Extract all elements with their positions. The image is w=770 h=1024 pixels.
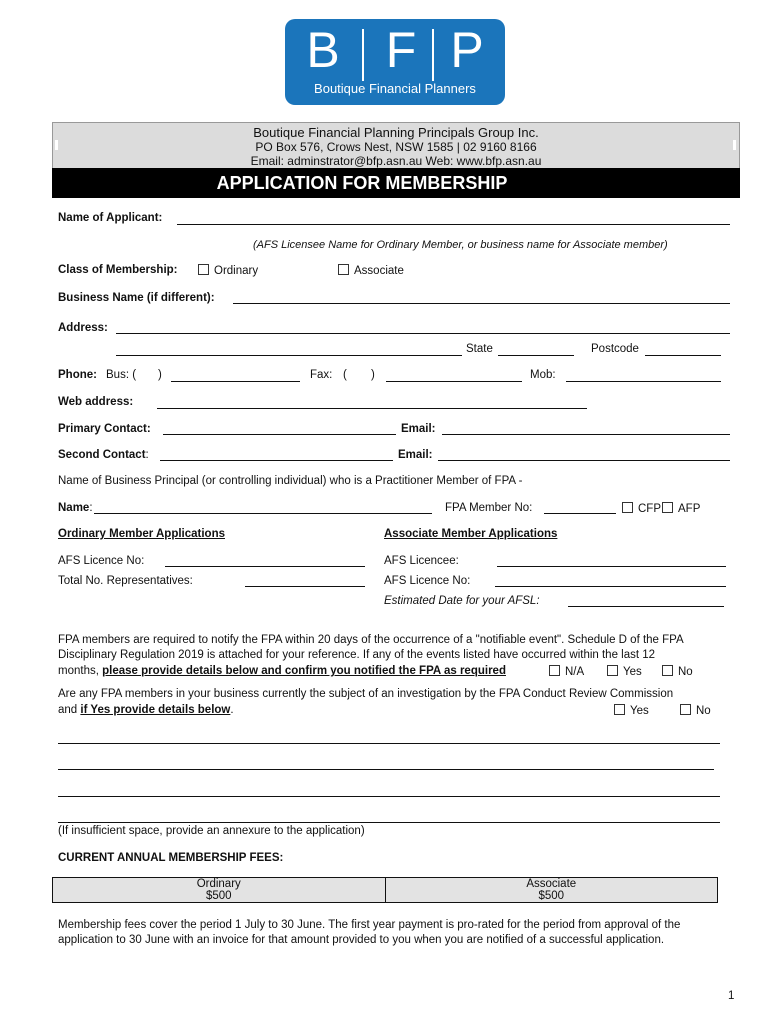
- mob-label: Mob:: [530, 369, 556, 381]
- checkbox[interactable]: [607, 665, 618, 676]
- address-field-2[interactable]: [116, 355, 462, 356]
- applicant-name-field[interactable]: [177, 224, 730, 225]
- details-line-4[interactable]: [58, 822, 720, 823]
- principal-note: Name of Business Principal (or controlling individual) who is a Practitioner Member of FPA -: [58, 475, 523, 487]
- notice-line-2: Disciplinary Regulation 2019 is attached for your reference. If any of the events listed have occurred within the last 12: [58, 649, 656, 661]
- logo-letter-b: B: [306, 22, 340, 78]
- applicant-name-label: Name of Applicant:: [58, 212, 163, 224]
- fees-heading: CURRENT ANNUAL MEMBERSHIP FEES:: [58, 852, 284, 864]
- yes-label: Yes: [630, 705, 649, 717]
- address-field-1[interactable]: [116, 333, 730, 334]
- second-email-label: Email:: [398, 449, 433, 461]
- ordinary-afs-licence-label: AFS Licence No:: [58, 555, 145, 567]
- investigation-line-2-emphasis: if Yes provide details below: [80, 704, 231, 716]
- logo-divider: [432, 29, 434, 81]
- notice-line-1: FPA members are required to notify the FPA within 20 days of the occurrence of a "notifiable event". Schedule D of the FPA: [58, 634, 684, 646]
- primary-contact-label: Primary Contact:: [58, 423, 151, 435]
- org-address: PO Box 576, Crows Nest, NSW 1585 | 02 9160 8166: [255, 140, 537, 154]
- afs-note: (AFS Licensee Name for Ordinary Member, or business name for Associate member): [253, 239, 668, 251]
- class-associate-label: Associate: [354, 265, 404, 277]
- ordinary-afs-licence-field[interactable]: [165, 566, 365, 567]
- cfp-option[interactable]: [622, 502, 661, 515]
- details-line-3[interactable]: [58, 796, 720, 797]
- bus-label: Bus: (: [106, 369, 137, 381]
- checkbox[interactable]: [662, 502, 673, 513]
- fees-table: [52, 877, 718, 903]
- logo-divider: [362, 29, 364, 81]
- fee-cell-associate: [385, 878, 718, 903]
- fax-label: Fax:: [310, 369, 333, 381]
- web-label: Web address:: [58, 396, 134, 408]
- colon: :: [145, 449, 149, 461]
- total-reps-label: Total No. Representatives:: [58, 575, 193, 587]
- second-email-field[interactable]: [438, 460, 730, 461]
- class-ordinary-label: Ordinary: [214, 265, 259, 277]
- checkbox[interactable]: [614, 704, 625, 715]
- business-name-field[interactable]: [233, 303, 730, 304]
- notice-line-3-start: months,: [58, 665, 103, 677]
- associate-afs-licence-label: AFS Licence No:: [384, 575, 471, 587]
- state-label: State: [466, 343, 493, 355]
- afp-option[interactable]: [662, 502, 700, 515]
- details-line-2[interactable]: [58, 769, 714, 770]
- associate-apps-heading: Associate Member Applications: [384, 528, 558, 540]
- title-bar: [52, 168, 740, 198]
- address-label: Address:: [58, 322, 108, 334]
- ordinary-apps-heading: Ordinary Member Applications: [58, 528, 225, 540]
- investigation-line-1: Are any FPA members in your business currently the subject of an investigation by the FPA Conduct Review Commission: [58, 688, 674, 700]
- afp-label: AFP: [678, 503, 701, 515]
- no-label: No: [678, 666, 693, 678]
- notify-na-option[interactable]: [549, 665, 584, 678]
- checkbox[interactable]: [338, 264, 349, 275]
- estimated-date-field[interactable]: [568, 606, 724, 607]
- afs-licencee-label: AFS Licencee:: [384, 555, 459, 567]
- bus-phone-field[interactable]: [171, 381, 300, 382]
- cfp-label: CFP: [638, 503, 661, 515]
- page-number: 1: [728, 990, 735, 1002]
- details-line-1[interactable]: [58, 743, 720, 744]
- business-name-label: Business Name (if different):: [58, 292, 215, 304]
- total-reps-field[interactable]: [245, 586, 365, 587]
- postcode-field[interactable]: [645, 355, 721, 356]
- postcode-label: Postcode: [591, 343, 639, 355]
- fee-cell-ordinary: [53, 878, 386, 903]
- colon: :: [89, 502, 93, 514]
- fax-paren-close: ): [371, 369, 375, 381]
- checkbox[interactable]: [549, 665, 560, 676]
- second-contact-label: Second Contact: [58, 449, 146, 461]
- class-ordinary-option[interactable]: [198, 264, 258, 277]
- principal-name-field[interactable]: [94, 513, 432, 514]
- page-title: APPLICATION FOR MEMBERSHIP: [216, 173, 508, 193]
- bus-paren-close: ): [158, 369, 162, 381]
- investigation-line-2-start: and: [58, 704, 81, 716]
- primary-email-field[interactable]: [442, 434, 730, 435]
- checkbox[interactable]: [198, 264, 209, 275]
- estimated-date-label: Estimated Date for your AFSL:: [384, 595, 540, 607]
- primary-email-label: Email:: [401, 423, 436, 435]
- investigation-no-option[interactable]: [680, 704, 711, 717]
- fee-label: Associate: [526, 878, 577, 890]
- principal-name-label: Name: [58, 502, 90, 514]
- fee-amount: $500: [538, 890, 565, 902]
- org-name: Boutique Financial Planning Principals Group Inc.: [253, 125, 539, 140]
- fees-note-line-1: Membership fees cover the period 1 July to 30 June. The first year payment is pro-rated for the period from approval of the: [58, 919, 681, 931]
- na-label: N/A: [565, 666, 585, 678]
- class-label: Class of Membership:: [58, 264, 178, 276]
- fpa-member-no-label: FPA Member No:: [445, 502, 533, 514]
- phone-label: Phone:: [58, 369, 97, 381]
- notice-line-3-emphasis: please provide details below and confirm you notified the FPA as required: [102, 665, 506, 677]
- notify-yes-option[interactable]: [607, 665, 642, 678]
- logo-subtitle: Boutique Financial Planners: [314, 81, 476, 96]
- fax-paren-open: (: [343, 369, 347, 381]
- fees-note-line-2: application to 30 June with an invoice for that amount provided to you when you are notified of a successful application.: [58, 934, 665, 946]
- bfp-logo: [285, 19, 505, 105]
- primary-contact-field[interactable]: [163, 434, 396, 435]
- no-label: No: [696, 705, 711, 717]
- notify-no-option[interactable]: [662, 665, 693, 678]
- logo-letter-p: P: [450, 22, 484, 78]
- organisation-header: [52, 122, 740, 169]
- checkbox[interactable]: [662, 665, 673, 676]
- web-field[interactable]: [157, 408, 587, 409]
- fee-label: Ordinary: [196, 878, 241, 890]
- logo-letter-f: F: [385, 22, 417, 78]
- mob-field[interactable]: [566, 381, 721, 382]
- investigation-line-2-end: .: [230, 704, 234, 716]
- org-contact: Email: adminstrator@bfp.asn.au Web: www.bfp.asn.au: [250, 154, 542, 168]
- fee-amount: $500: [205, 890, 232, 902]
- investigation-yes-option[interactable]: [614, 704, 649, 717]
- fax-field[interactable]: [386, 381, 522, 382]
- second-contact-field[interactable]: [160, 460, 393, 461]
- class-associate-option[interactable]: [338, 264, 404, 277]
- checkbox[interactable]: [622, 502, 633, 513]
- associate-afs-licence-field[interactable]: [495, 586, 726, 587]
- checkbox[interactable]: [680, 704, 691, 715]
- fpa-member-no-field[interactable]: [544, 513, 616, 514]
- state-field[interactable]: [498, 355, 574, 356]
- afs-licencee-field[interactable]: [497, 566, 726, 567]
- yes-label: Yes: [623, 666, 642, 678]
- insufficient-space-note: (If insufficient space, provide an annexure to the application): [58, 825, 365, 837]
